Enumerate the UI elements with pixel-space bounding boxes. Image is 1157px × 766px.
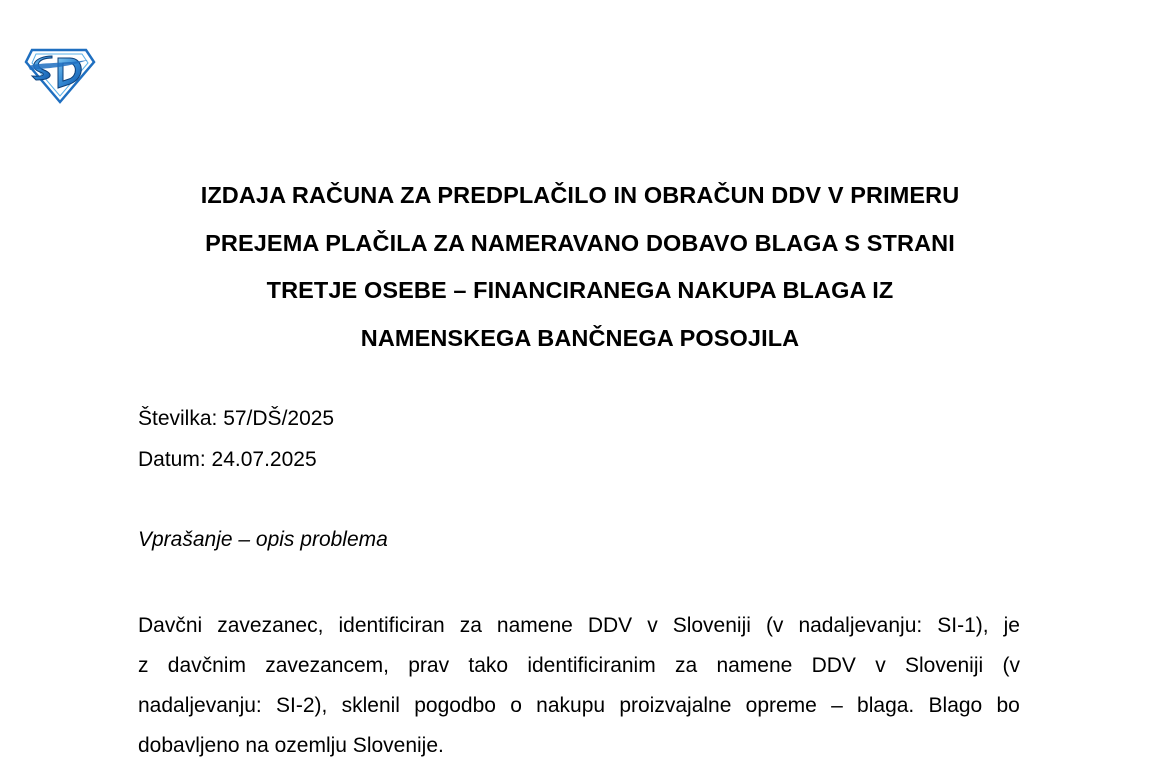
paragraph-word: tako bbox=[468, 654, 509, 677]
title-line: PREJEMA PLAČILA ZA NAMERAVANO DOBAVO BLAGA S STRANI bbox=[205, 229, 955, 256]
paragraph-word: prav bbox=[408, 654, 450, 677]
paragraph-word: nadaljevanju: bbox=[798, 614, 923, 637]
paragraph-line bbox=[138, 726, 1020, 766]
paragraph-line bbox=[138, 686, 1020, 726]
title-line: TRETJE OSEBE – FINANCIRANEGA NAKUPA BLAGA IZ bbox=[266, 277, 894, 303]
paragraph-word: – bbox=[831, 694, 843, 717]
paragraph-word: (v bbox=[765, 614, 784, 637]
document-date: Datum: 24.07.2025 bbox=[138, 448, 317, 471]
paragraph-word: identificiran bbox=[338, 614, 445, 637]
paragraph-word: (v bbox=[1002, 654, 1020, 677]
paragraph-word: dobavljeno na ozemlju Slovenije. bbox=[138, 734, 444, 757]
paragraph-line bbox=[138, 606, 1020, 646]
paragraph-word: SI-1), bbox=[937, 614, 989, 637]
paragraph-word: SI-2), bbox=[276, 694, 328, 717]
paragraph-word: z bbox=[138, 654, 149, 677]
body-paragraph bbox=[138, 606, 1020, 766]
paragraph-word: v bbox=[647, 614, 658, 637]
paragraph-word: za bbox=[459, 614, 482, 637]
section-heading: Vprašanje – opis problema bbox=[138, 528, 388, 551]
sd-shield-logo-icon bbox=[22, 48, 96, 104]
title-line: NAMENSKEGA BANČNEGA POSOJILA bbox=[360, 324, 800, 351]
paragraph-word: zavezancem, bbox=[265, 654, 389, 677]
paragraph-word: namene bbox=[496, 614, 573, 637]
paragraph-word: Blago bbox=[928, 694, 983, 717]
document-title bbox=[100, 172, 1060, 362]
paragraph-word: o bbox=[510, 694, 522, 717]
paragraph-word: blaga. bbox=[857, 694, 915, 717]
paragraph-word: namene bbox=[716, 654, 793, 677]
paragraph-word: pogodbo bbox=[414, 694, 496, 717]
paragraph-word: Sloveniji bbox=[672, 614, 751, 637]
paragraph-line bbox=[138, 646, 1020, 686]
paragraph-word: je bbox=[1003, 614, 1020, 637]
paragraph-word: nakupu bbox=[536, 694, 606, 717]
title-line: IZDAJA RAČUNA ZA PREDPLAČILO IN OBRAČUN DDV V PRIMERU bbox=[200, 182, 960, 208]
paragraph-word: Sloveniji bbox=[904, 654, 984, 677]
paragraph-word: bo bbox=[996, 694, 1020, 717]
paragraph-word: opreme bbox=[745, 694, 817, 717]
paragraph-word: proizvajalne bbox=[619, 694, 732, 717]
paragraph-word: zavezanec, bbox=[217, 614, 324, 637]
paragraph-word: identificiranim bbox=[527, 654, 656, 677]
paragraph-word: za bbox=[674, 654, 698, 677]
paragraph-word: v bbox=[875, 654, 886, 677]
paragraph-word: sklenil bbox=[341, 694, 400, 717]
paragraph-word: Davčni bbox=[138, 614, 203, 637]
paragraph-word: davčnim bbox=[167, 654, 246, 677]
paragraph-word: nadaljevanju: bbox=[138, 694, 262, 717]
paragraph-word: DDV bbox=[587, 614, 633, 637]
paragraph-word: DDV bbox=[811, 654, 856, 677]
document-number: Številka: 57/DŠ/2025 bbox=[138, 407, 335, 430]
